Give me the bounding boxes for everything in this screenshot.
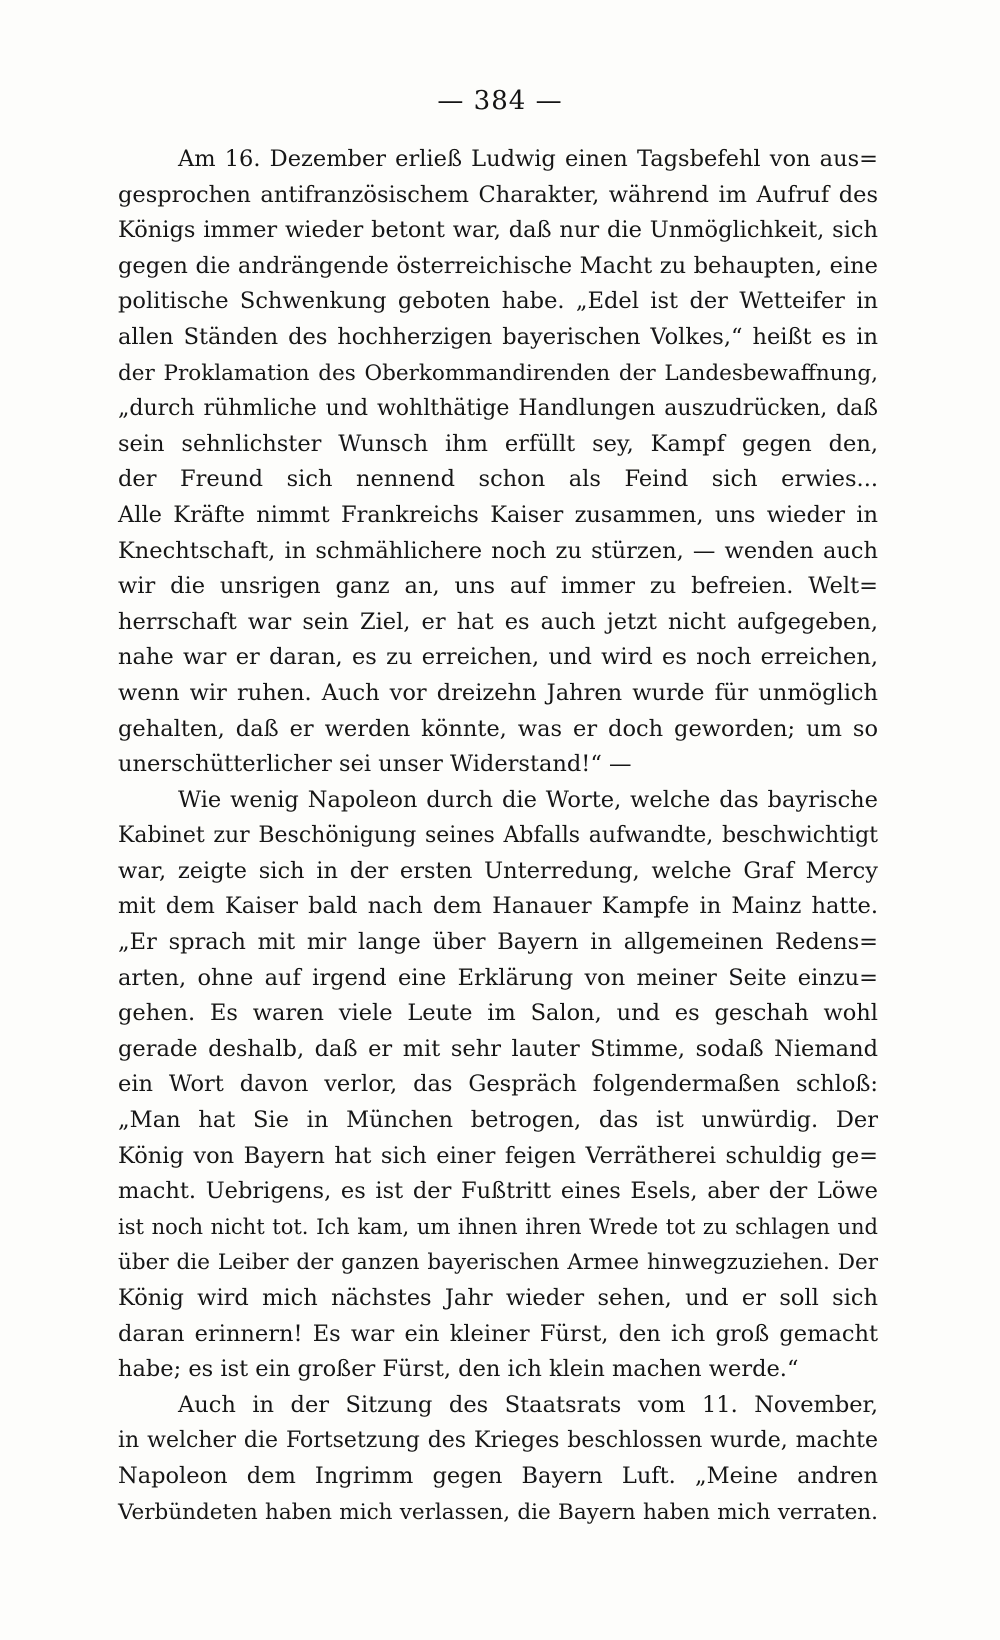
text-line: wenn wir ruhen. Auch vor dreizehn Jahren wurde für unmöglich <box>118 679 878 706</box>
text-line: habe; es ist ein großer Fürst, den ich klein machen werde.“ <box>118 1356 799 1383</box>
text-line: unerschütterlicher sei unser Widerstand!“ — <box>118 751 632 778</box>
text-line: Königs immer wieder betont war, daß nur die Unmöglichkeit, sich <box>118 217 878 244</box>
text-line: König von Bayern hat sich einer feigen Verrätherei schuldig ge= <box>118 1142 878 1169</box>
text-line: herrschaft war sein Ziel, er hat es auch jetzt nicht aufgegeben, <box>118 608 878 635</box>
text-line: sein sehnlichster Wunsch ihm erfüllt sey, Kampf gegen den, <box>118 430 878 457</box>
text-line: der Proklamation des Oberkommandirenden der Landesbewaffnung, <box>118 360 878 386</box>
text-line: König wird mich nächstes Jahr wieder sehen, und er soll sich <box>118 1285 878 1311</box>
text-line: Wie wenig Napoleon durch die Worte, welche das bayrische <box>178 786 878 813</box>
text-line: gegen die andrängende österreichische Macht zu behaupten, eine <box>118 252 878 279</box>
text-line: „Man hat Sie in München betrogen, das ist unwürdig. Der <box>118 1107 878 1134</box>
text-line: Knechtschaft, in schmählichere noch zu stürzen, — wenden auch <box>118 537 878 564</box>
body-text <box>118 142 878 1530</box>
text-line: politische Schwenkung geboten habe. „Edel ist der Wetteifer in <box>118 288 878 315</box>
text-line: in welcher die Fortsetzung des Krieges beschlossen wurde, machte <box>118 1428 878 1454</box>
text-line: wir die unsrigen ganz an, uns auf immer zu befreien. Welt= <box>118 573 878 600</box>
text-line: Auch in der Sitzung des Staatsrats vom 11. November, <box>178 1391 878 1418</box>
text-line: Alle Kräfte nimmt Frankreichs Kaiser zusammen, uns wieder in <box>118 501 878 528</box>
text-line: mit dem Kaiser bald nach dem Hanauer Kampfe in Mainz hatte. <box>118 893 878 920</box>
text-line: Am 16. Dezember erließ Ludwig einen Tagsbefehl von aus= <box>178 146 878 172</box>
text-line: macht. Uebrigens, es ist der Fußtritt eines Esels, aber der Löwe <box>118 1178 878 1205</box>
text-line: war, zeigte sich in der ersten Unterredung, welche Graf Mercy <box>118 857 878 884</box>
text-line: daran erinnern! Es war ein kleiner Fürst, den ich groß gemacht <box>118 1320 878 1347</box>
text-line: arten, ohne auf irgend eine Erklärung von meiner Seite einzu= <box>118 964 878 991</box>
page-number: — 384 — <box>437 86 563 116</box>
text-line: gesprochen antifranzösischem Charakter, während im Aufruf des <box>118 181 878 208</box>
text-line: gehalten, daß er werden könnte, was er doch geworden; um so <box>118 715 878 742</box>
text-line: Kabinet zur Beschönigung seines Abfalls aufwandte, beschwichtigt <box>118 823 878 849</box>
text-line: ist noch nicht tot. Ich kam, um ihnen ihren Wrede tot zu schlagen und <box>118 1214 878 1239</box>
text-line: nahe war er daran, es zu erreichen, und wird es noch erreichen, <box>118 644 878 671</box>
text-line: gerade deshalb, daß er mit sehr lauter Stimme, sodaß Niemand <box>118 1035 878 1062</box>
text-line: „durch rühmliche und wohlthätige Handlungen auszudrücken, daß <box>118 396 878 422</box>
text-line: über die Leiber der ganzen bayerischen Armee hinwegzuziehen. Der <box>118 1250 878 1276</box>
text-line: Napoleon dem Ingrimm gegen Bayern Luft. „Meine andren <box>118 1462 878 1489</box>
text-line: „Er sprach mit mir lange über Bayern in allgemeinen Redens= <box>118 929 878 956</box>
text-line: der Freund sich nennend schon als Feind sich erwies... <box>118 466 878 493</box>
text-line: Verbündeten haben mich verlassen, die Bayern haben mich verraten. <box>118 1499 878 1525</box>
text-line: allen Ständen des hochherzigen bayerischen Volkes,“ heißt es in <box>118 323 878 350</box>
text-line: gehen. Es waren viele Leute im Salon, und es geschah wohl <box>118 1000 878 1027</box>
text-line: ein Wort davon verlor, das Gespräch folgendermaßen schloß: <box>118 1071 878 1098</box>
